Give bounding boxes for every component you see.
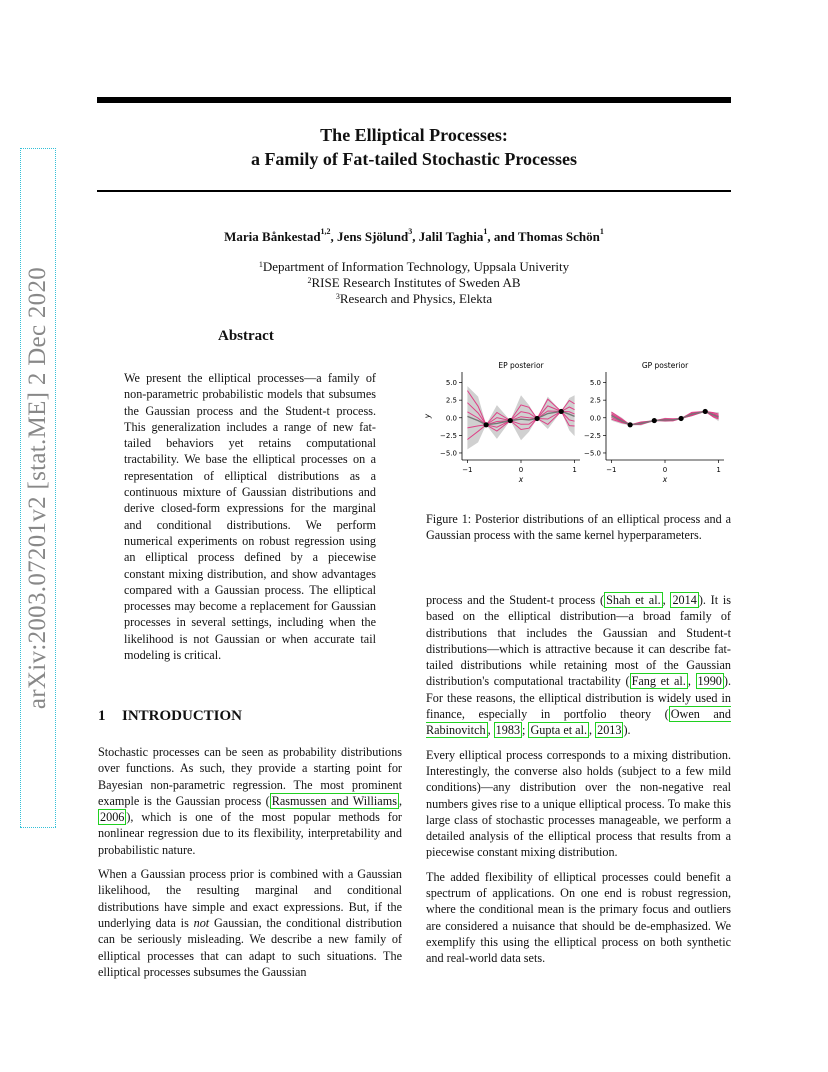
chart-title: GP posterior [641, 361, 689, 370]
y-tick-label: 0.0 [445, 414, 457, 423]
citation-link[interactable]: 2014 [672, 593, 697, 607]
paragraph: process and the Student-t process ( Shah et al. , 2014 ). It is based on the elliptical distribution—a broad family of distributions that includes the Gaussian and Student-t distributions—which is attractive because it can describe fat-tailed distributions while retaining most of the Gaussian distribution's computational tractability ( Fang et al. , 1990 ). For these reasons, the elliptical distribution is widely used in finance, especially in portfolio theory ( Owen and Rabinovitch , 1983 ; Gupta et al. , 2013 ). [426, 593, 732, 738]
observation-point [628, 422, 633, 427]
affiliation: $^1$Department of Information Technology, Uppsala Univerity [258, 259, 570, 274]
y-tick-label: −2.5 [584, 431, 601, 440]
paragraph: Stochastic processes can be seen as probability distributions over functions. As such, they provide a starting point for Bayesian non-parametric regression. The most prominent example is the Gaussian process ( Rasmussen and Williams , 2006 ), which is one of the most popular methods for nonlinear regression due to its flexibility, interpretability and probabilistic nature. [98, 745, 402, 857]
y-tick-label: 2.5 [589, 396, 601, 405]
title-bottom-rule [97, 190, 731, 192]
paragraph: Every elliptical process corresponds to a mixing distribution. Interestingly, the converse also holds (subject to a few mild conditions)—any distribution over the non-negative real numbers gives rise to a unique elliptical process. To make this large class of stochastic processes manageable, we perform a detailed analysis of the elliptical process that results from a piecewise constant mixing distribution. [426, 747, 731, 860]
arxiv-watermark[interactable]: arXiv:2003.07201v2 [stat.ME] 2 Dec 2020 [20, 148, 56, 828]
section-heading [98, 708, 242, 725]
observation-point [508, 418, 513, 423]
author-name: Thomas Schön [517, 229, 600, 244]
observation-point [652, 418, 657, 423]
citation-link[interactable]: 1990 [697, 674, 722, 689]
observation-point [484, 422, 489, 427]
author-affil-mark: 1 [599, 227, 604, 236]
citation-link[interactable]: Fang et al. [631, 674, 686, 689]
y-tick-label: −5.0 [440, 449, 457, 458]
x-tick-label: −1 [606, 466, 617, 474]
author-affil-mark: 1,2 [320, 227, 331, 236]
citation-link[interactable]: 1983 [495, 723, 521, 738]
citation-link[interactable]: Gupta et al. [530, 723, 588, 738]
chart-title: EP posterior [498, 361, 544, 370]
abstract-heading: Abstract [218, 328, 274, 344]
x-tick-label: 1 [716, 466, 721, 474]
paper-title-line2: a Family of Fat-tailed Stochastic Processes [250, 149, 578, 169]
author-name: Jens Sjölund [337, 229, 409, 244]
observation-point [678, 416, 683, 421]
author-affil-mark: 3 [408, 227, 413, 236]
y-axis-label: y [423, 413, 432, 419]
affiliation: $^3$Research and Physics, Elekta [335, 291, 493, 306]
x-tick-label: −1 [462, 466, 473, 474]
author-affil-mark: 1 [483, 227, 488, 236]
citation-link[interactable]: Rasmussen and Williams [271, 793, 397, 808]
citation-link[interactable]: 2013 [597, 723, 622, 738]
x-tick-label: 0 [518, 466, 524, 474]
author-name: Maria Bånkestad [224, 229, 321, 244]
x-axis-label: x [662, 475, 668, 484]
paper-title-line1: The Elliptical Processes: [320, 125, 508, 145]
author-name: Jalil Taghia [418, 229, 484, 244]
paragraph: The added flexibility of elliptical processes could benefit a spectrum of applications. On one end is robust regression, where the conditional mean is the primary focus and outliers are considered a nuisance that should be de-emphasized. We exemplify this using the elliptical process on both synthetic and real-world data sets. [426, 869, 731, 966]
observation-point [559, 409, 564, 414]
x-axis-label: x [518, 475, 524, 484]
y-tick-label: −5.0 [584, 449, 601, 458]
section-title: INTRODUCTION [122, 708, 243, 724]
left-column-body [98, 744, 402, 988]
x-tick-label: 1 [572, 466, 577, 474]
citation-link[interactable]: Owen and Rabinovitch [426, 707, 731, 738]
figure-1 [423, 358, 736, 498]
paragraph: When a Gaussian process prior is combined with a Gaussian likelihood, the resulting marginal and conditional distributions have simple and exact expressions. But, if the underlying data is not Gaussian, the conditional distribution can be seriously misleading. We describe a new family of elliptical processes that can adapt to such situations. The elliptical processes subsumes the Gaussian [98, 867, 402, 979]
right-column-body [426, 592, 731, 975]
x-tick-label: 0 [662, 466, 668, 474]
observation-point [703, 409, 708, 414]
top-thick-rule [97, 97, 731, 103]
y-tick-label: 5.0 [445, 379, 457, 388]
y-tick-label: −2.5 [440, 431, 457, 440]
y-tick-label: 5.0 [589, 379, 601, 388]
section-number: 1 [98, 708, 106, 724]
author-list: Maria Bånkestad$^{1,2}$, Jens Sjölund$^3$, Jalil Taghia$^1$, and Thomas Schön$^1$ [224, 227, 604, 244]
affiliation: $^2$RISE Research Institutes of Sweden AB [307, 275, 521, 290]
abstract-text: We present the elliptical processes—a family of non-parametric probabilistic models that subsumes the Gaussian process and the Student-t process. This generalization includes a range of new fat-tailed behaviors yet retains computational tractability. We base the elliptical processes on a representation of elliptical distributions as a continuous mixture of Gaussian distributions and derive closed-form expressions for the marginal and conditional distributions. We perform numerical experiments on robust regression using an elliptical process defined by a piecewise constant mixing distribution, and show advantages compared with a Gaussian process. The elliptical processes may become a replacement for Gaussian processes in several settings, including when the likelihood is not Gaussian or when accurate tail modeling is critical. [124, 371, 376, 663]
y-tick-label: 0.0 [589, 414, 601, 423]
y-tick-label: 2.5 [445, 396, 457, 405]
observation-point [534, 416, 539, 421]
citation-link[interactable]: 2006 [100, 810, 125, 825]
figure-caption: Figure 1: Posterior distributions of an elliptical process and a Gaussian process with the same kernel hyperparameters. [426, 512, 731, 543]
citation-link[interactable]: Shah et al. [606, 593, 661, 607]
